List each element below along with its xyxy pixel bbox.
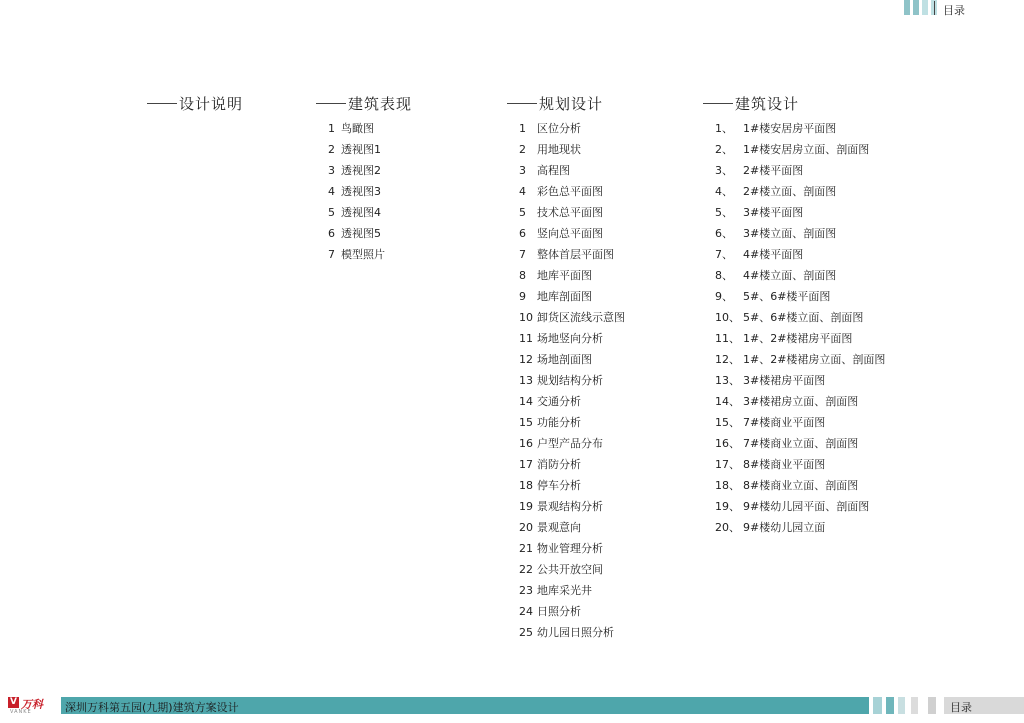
toc-item-number: 7、 bbox=[715, 248, 733, 261]
vanke-logo bbox=[6, 695, 58, 716]
toc-item[interactable] bbox=[715, 185, 885, 206]
section-title-text: 建筑设计 bbox=[735, 94, 800, 113]
toc-item[interactable] bbox=[715, 227, 885, 248]
toc-item[interactable] bbox=[715, 311, 885, 332]
toc-item-number: 8 bbox=[519, 269, 526, 282]
toc-item-number: 11 bbox=[519, 332, 533, 345]
toc-item[interactable] bbox=[519, 416, 625, 437]
toc-item[interactable] bbox=[519, 521, 625, 542]
toc-item-label: 模型照片 bbox=[341, 248, 385, 261]
toc-item-number: 15、 bbox=[715, 416, 740, 429]
logo-subtext: VANKE bbox=[10, 709, 32, 715]
logo-text: 万科 bbox=[21, 698, 43, 711]
toc-item-label: 透视图2 bbox=[341, 164, 381, 177]
section-design-notes bbox=[147, 94, 243, 122]
toc-item-label: 地库剖面图 bbox=[537, 290, 592, 303]
toc-item[interactable] bbox=[519, 626, 625, 647]
toc-item-number: 20 bbox=[519, 521, 533, 534]
toc-item-label: 地库采光井 bbox=[537, 584, 592, 597]
toc-item-label: 卸货区流线示意图 bbox=[537, 311, 625, 324]
toc-item-number: 23 bbox=[519, 584, 533, 597]
toc-item-number: 3 bbox=[328, 164, 335, 177]
toc-item-number: 5 bbox=[519, 206, 526, 219]
toc-item-number: 2、 bbox=[715, 143, 733, 156]
toc-item[interactable] bbox=[519, 269, 625, 290]
toc-item-number: 24 bbox=[519, 605, 533, 618]
toc-item-label: 竖向总平面图 bbox=[537, 227, 603, 240]
toc-item-label: 物业管理分析 bbox=[537, 542, 603, 555]
toc-item[interactable] bbox=[519, 206, 625, 227]
toc-item-number: 18 bbox=[519, 479, 533, 492]
toc-item[interactable] bbox=[715, 479, 885, 500]
toc-item-label: 规划结构分析 bbox=[537, 374, 603, 387]
section-title bbox=[507, 94, 625, 112]
toc-item[interactable] bbox=[715, 332, 885, 353]
toc-item[interactable] bbox=[715, 164, 885, 185]
toc-item-number: 15 bbox=[519, 416, 533, 429]
toc-item-label: 8#楼商业立面、剖面图 bbox=[743, 479, 859, 492]
top-tab-divider bbox=[934, 1, 935, 15]
toc-item-label: 功能分析 bbox=[537, 416, 581, 429]
toc-item[interactable] bbox=[715, 521, 885, 542]
toc-item[interactable] bbox=[519, 605, 625, 626]
toc-item-label: 5#、6#楼平面图 bbox=[743, 290, 831, 303]
toc-item[interactable] bbox=[519, 458, 625, 479]
toc-item[interactable] bbox=[519, 374, 625, 395]
toc-item-number: 10 bbox=[519, 311, 533, 324]
toc-item-label: 7#楼商业立面、剖面图 bbox=[743, 437, 859, 450]
toc-item[interactable] bbox=[328, 248, 412, 269]
toc-item-number: 3 bbox=[519, 164, 526, 177]
toc-item[interactable] bbox=[715, 122, 885, 143]
toc-item[interactable] bbox=[715, 269, 885, 290]
toc-item-number: 19、 bbox=[715, 500, 740, 513]
toc-item[interactable] bbox=[519, 332, 625, 353]
toc-item[interactable] bbox=[715, 206, 885, 227]
toc-item-label: 8#楼商业平面图 bbox=[743, 458, 826, 471]
toc-item-label: 鸟瞰图 bbox=[341, 122, 374, 135]
toc-item[interactable] bbox=[328, 206, 412, 227]
toc-item-label: 1#楼安居房平面图 bbox=[743, 122, 837, 135]
toc-item-number: 9、 bbox=[715, 290, 733, 303]
toc-item-label: 区位分析 bbox=[537, 122, 581, 135]
toc-item-label: 3#楼裙房平面图 bbox=[743, 374, 826, 387]
section-title bbox=[147, 94, 243, 112]
toc-item[interactable] bbox=[715, 248, 885, 269]
toc-item[interactable] bbox=[328, 164, 412, 185]
toc-item[interactable] bbox=[328, 185, 412, 206]
toc-item-label: 景观结构分析 bbox=[537, 500, 603, 513]
toc-item-label: 用地现状 bbox=[537, 143, 581, 156]
toc-item-label: 地库平面图 bbox=[537, 269, 592, 282]
toc-item-label: 彩色总平面图 bbox=[537, 185, 603, 198]
toc-item-number: 6、 bbox=[715, 227, 733, 240]
toc-item-label: 消防分析 bbox=[537, 458, 581, 471]
title-dash bbox=[703, 103, 733, 104]
footer-band bbox=[61, 697, 869, 714]
toc-item[interactable] bbox=[519, 584, 625, 605]
toc-item[interactable] bbox=[519, 164, 625, 185]
toc-item-label: 2#楼平面图 bbox=[743, 164, 804, 177]
toc-item[interactable] bbox=[715, 374, 885, 395]
toc-item-label: 透视图3 bbox=[341, 185, 381, 198]
toc-item-label: 9#楼幼儿园立面 bbox=[743, 521, 826, 534]
toc-item-label: 透视图5 bbox=[341, 227, 381, 240]
toc-item-label: 场地剖面图 bbox=[537, 353, 592, 366]
footer bbox=[0, 695, 1024, 716]
toc-item-label: 1#、2#楼裙房立面、剖面图 bbox=[743, 353, 886, 366]
toc-item-number: 20、 bbox=[715, 521, 740, 534]
toc-item-number: 13 bbox=[519, 374, 533, 387]
title-dash bbox=[316, 103, 346, 104]
item-list bbox=[715, 122, 885, 542]
toc-item[interactable] bbox=[519, 395, 625, 416]
toc-item-number: 4、 bbox=[715, 185, 733, 198]
toc-item[interactable] bbox=[328, 227, 412, 248]
toc-item-label: 高程图 bbox=[537, 164, 570, 177]
toc-item-number: 16 bbox=[519, 437, 533, 450]
toc-item-label: 透视图1 bbox=[341, 143, 381, 156]
section-title-text: 建筑表现 bbox=[348, 94, 413, 113]
toc-item-label: 3#楼裙房立面、剖面图 bbox=[743, 395, 859, 408]
toc-item[interactable] bbox=[519, 185, 625, 206]
toc-item[interactable] bbox=[519, 311, 625, 332]
toc-item-number: 1 bbox=[519, 122, 526, 135]
toc-item-label: 景观意向 bbox=[537, 521, 581, 534]
toc-item[interactable] bbox=[715, 395, 885, 416]
item-list bbox=[519, 122, 625, 647]
toc-item-label: 4#楼平面图 bbox=[743, 248, 804, 261]
toc-item[interactable] bbox=[715, 353, 885, 374]
footer-bar bbox=[873, 697, 882, 714]
toc-item-number: 2 bbox=[328, 143, 335, 156]
toc-item[interactable] bbox=[519, 563, 625, 584]
toc-item-number: 21 bbox=[519, 542, 533, 555]
toc-item-number: 12、 bbox=[715, 353, 740, 366]
tab-bar bbox=[922, 0, 928, 15]
top-tab-label: 目录 bbox=[943, 4, 965, 17]
tab-bar bbox=[904, 0, 910, 15]
toc-item-label: 公共开放空间 bbox=[537, 563, 603, 576]
footer-tab-label: 目录 bbox=[950, 701, 972, 714]
toc-item-number: 18、 bbox=[715, 479, 740, 492]
toc-item-label: 3#楼平面图 bbox=[743, 206, 804, 219]
toc-item-number: 7 bbox=[328, 248, 335, 261]
toc-item-number: 17、 bbox=[715, 458, 740, 471]
toc-item[interactable] bbox=[519, 479, 625, 500]
toc-item[interactable] bbox=[519, 122, 625, 143]
toc-item-label: 9#楼幼儿园平面、剖面图 bbox=[743, 500, 870, 513]
toc-item-number: 11、 bbox=[715, 332, 740, 345]
toc-item[interactable] bbox=[519, 290, 625, 311]
toc-item-number: 14、 bbox=[715, 395, 740, 408]
toc-item-number: 3、 bbox=[715, 164, 733, 177]
toc-item[interactable] bbox=[715, 290, 885, 311]
toc-item[interactable] bbox=[519, 248, 625, 269]
toc-item-label: 3#楼立面、剖面图 bbox=[743, 227, 837, 240]
toc-item-number: 12 bbox=[519, 353, 533, 366]
title-dash bbox=[147, 103, 177, 104]
toc-item[interactable] bbox=[715, 437, 885, 458]
toc-item[interactable] bbox=[519, 353, 625, 374]
toc-item-label: 日照分析 bbox=[537, 605, 581, 618]
toc-item-number: 2 bbox=[519, 143, 526, 156]
toc-item-label: 4#楼立面、剖面图 bbox=[743, 269, 837, 282]
footer-bar bbox=[898, 697, 905, 714]
toc-item-number: 8、 bbox=[715, 269, 733, 282]
toc-item[interactable] bbox=[328, 122, 412, 143]
section-title-text: 设计说明 bbox=[179, 94, 244, 113]
toc-item-label: 停车分析 bbox=[537, 479, 581, 492]
toc-item-label: 整体首层平面图 bbox=[537, 248, 614, 261]
section-title bbox=[316, 94, 412, 112]
toc-item-number: 4 bbox=[328, 185, 335, 198]
section-planning-design bbox=[507, 94, 625, 647]
toc-item-number: 6 bbox=[328, 227, 335, 240]
toc-item-label: 场地竖向分析 bbox=[537, 332, 603, 345]
toc-item-number: 6 bbox=[519, 227, 526, 240]
footer-bar bbox=[911, 697, 918, 714]
toc-item[interactable] bbox=[519, 500, 625, 521]
toc-item[interactable] bbox=[715, 458, 885, 479]
top-tab-bars bbox=[904, 0, 937, 15]
section-architectural-design bbox=[703, 94, 885, 542]
toc-item[interactable] bbox=[328, 143, 412, 164]
toc-item-label: 交通分析 bbox=[537, 395, 581, 408]
toc-item-number: 9 bbox=[519, 290, 526, 303]
toc-item-label: 7#楼商业平面图 bbox=[743, 416, 826, 429]
toc-item-label: 1#楼安居房立面、剖面图 bbox=[743, 143, 870, 156]
toc-item[interactable] bbox=[715, 500, 885, 521]
toc-item[interactable] bbox=[519, 542, 625, 563]
project-title: 深圳万科第五园(九期)建筑方案设计 bbox=[65, 701, 239, 714]
tab-bar bbox=[913, 0, 919, 15]
footer-bar bbox=[886, 697, 894, 714]
toc-item-number: 22 bbox=[519, 563, 533, 576]
toc-item-number: 1 bbox=[328, 122, 335, 135]
toc-item-number: 19 bbox=[519, 500, 533, 513]
toc-item-label: 透视图4 bbox=[341, 206, 381, 219]
toc-item-label: 幼儿园日照分析 bbox=[537, 626, 614, 639]
toc-item-number: 14 bbox=[519, 395, 533, 408]
section-title-text: 规划设计 bbox=[539, 94, 604, 113]
toc-item-number: 25 bbox=[519, 626, 533, 639]
toc-item[interactable] bbox=[519, 143, 625, 164]
toc-item-number: 10、 bbox=[715, 311, 740, 324]
toc-item[interactable] bbox=[715, 143, 885, 164]
toc-item[interactable] bbox=[715, 416, 885, 437]
toc-item-label: 2#楼立面、剖面图 bbox=[743, 185, 837, 198]
toc-item-label: 5#、6#楼立面、剖面图 bbox=[743, 311, 864, 324]
toc-item-number: 7 bbox=[519, 248, 526, 261]
title-dash bbox=[507, 103, 537, 104]
toc-item-number: 5、 bbox=[715, 206, 733, 219]
logo-mark-icon: V bbox=[8, 697, 19, 708]
toc-item-number: 17 bbox=[519, 458, 533, 471]
toc-item-label: 1#、2#楼裙房平面图 bbox=[743, 332, 853, 345]
toc-item[interactable] bbox=[519, 227, 625, 248]
toc-item[interactable] bbox=[519, 437, 625, 458]
section-title bbox=[703, 94, 885, 112]
toc-item-number: 4 bbox=[519, 185, 526, 198]
toc-item-number: 13、 bbox=[715, 374, 740, 387]
footer-bar bbox=[928, 697, 936, 714]
toc-item-label: 户型产品分布 bbox=[537, 437, 603, 450]
toc-item-number: 1、 bbox=[715, 122, 733, 135]
toc-item-number: 5 bbox=[328, 206, 335, 219]
item-list bbox=[328, 122, 412, 269]
toc-item-number: 16、 bbox=[715, 437, 740, 450]
section-architectural-rendering bbox=[316, 94, 412, 269]
toc-item-label: 技术总平面图 bbox=[537, 206, 603, 219]
